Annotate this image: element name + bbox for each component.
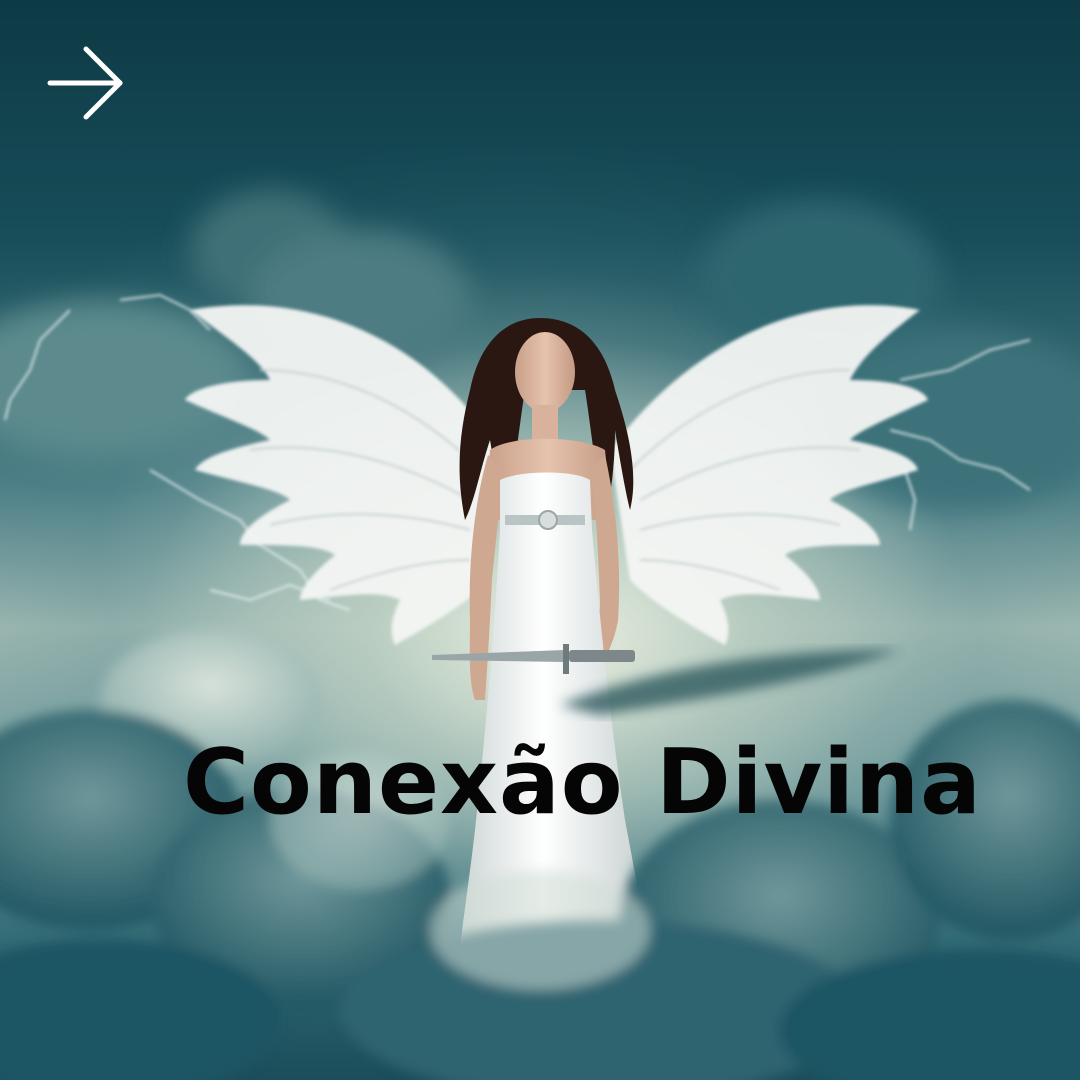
arrow-right-icon[interactable] (46, 44, 126, 122)
face (515, 332, 575, 412)
poster-title: Conexão Divina (183, 730, 982, 835)
